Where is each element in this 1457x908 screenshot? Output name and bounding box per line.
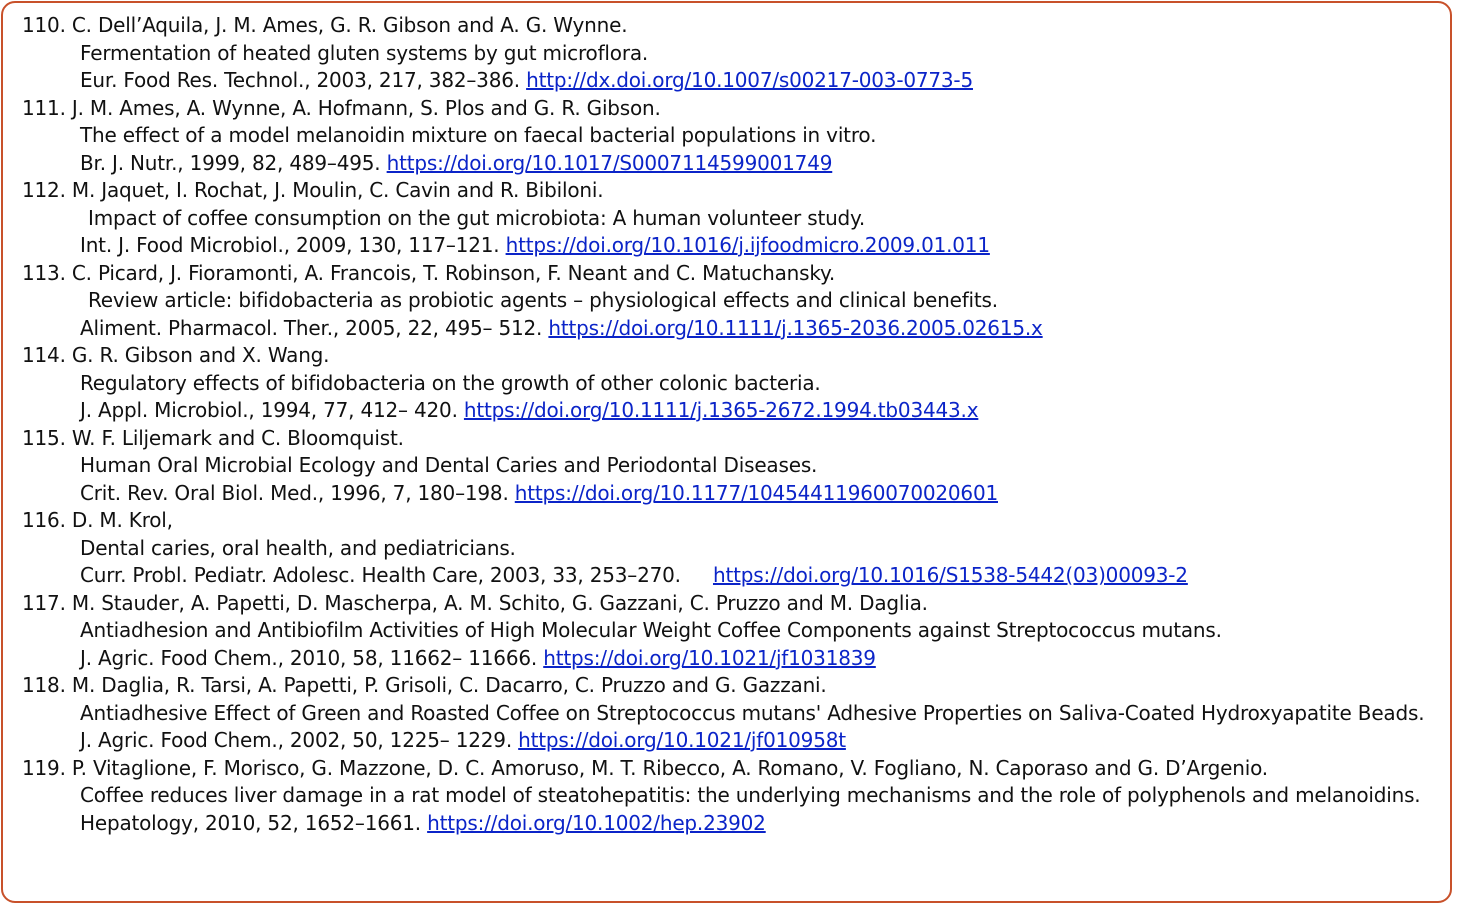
doi-link[interactable]: https://doi.org/10.1016/j.ijfoodmicro.2009.01.011 xyxy=(505,233,990,257)
reference-title: Dental caries, oral health, and pediatricians. xyxy=(80,535,516,560)
reference-source: Eur. Food Res. Technol., 2003, 217, 382–386. xyxy=(80,68,520,92)
reference-title: The effect of a model melanoidin mixture on faecal bacterial populations in vitro. xyxy=(80,123,877,147)
reference-authors: 116. D. M. Krol, xyxy=(22,508,173,532)
reference-title: Review article: bifidobacteria as probiotic agents – physiological effects and clinical benefits. xyxy=(88,288,998,312)
reference-source-line xyxy=(22,67,1442,95)
reference-title: Impact of coffee consumption on the gut microbiota: A human volunteer study. xyxy=(88,205,865,230)
reference-source: J. Agric. Food Chem., 2010, 58, 11662– 11666. xyxy=(80,645,538,670)
reference-entry-114 xyxy=(22,342,1442,425)
reference-authors: 119. P. Vitaglione, F. Morisco, G. Mazzone, D. C. Amoruso, M. T. Ribecco, A. Romano, V. Fogliano, N. Caporaso and G. D’Argenio. xyxy=(22,755,1268,780)
reference-entry-117 xyxy=(22,590,1442,673)
reference-source: Br. J. Nutr., 1999, 82, 489–495. xyxy=(80,150,381,175)
doi-link[interactable]: https://doi.org/10.1111/j.1365-2672.1994.tb03443.x xyxy=(463,398,979,422)
reference-source-line xyxy=(22,810,1442,838)
reference-source: Crit. Rev. Oral Biol. Med., 1996, 7, 180–198. xyxy=(80,480,509,505)
reference-authors: 115. W. F. Liljemark and C. Bloomquist. xyxy=(22,425,404,450)
reference-entry-115 xyxy=(22,425,1442,508)
reference-entry-119 xyxy=(22,755,1442,838)
reference-source-line xyxy=(22,397,1442,425)
reference-entry-118 xyxy=(22,672,1442,755)
reference-title: Antiadhesive Effect of Green and Roasted Coffee on Streptococcus mutans' Adhesive Properties on Saliva-Coated Hydroxyapatite Beads. xyxy=(80,700,1425,725)
reference-source: Int. J. Food Microbiol., 2009, 130, 117–121. xyxy=(80,233,500,257)
reference-authors: 110. C. Dell’Aquila, J. M. Ames, G. R. Gibson and A. G. Wynne. xyxy=(22,13,628,37)
reference-authors: 114. G. R. Gibson and X. Wang. xyxy=(22,343,330,367)
reference-authors: 112. M. Jaquet, I. Rochat, J. Moulin, C. Cavin and R. Bibiloni. xyxy=(22,178,604,202)
doi-link[interactable]: http://dx.doi.org/10.1007/s00217-003-0773-5 xyxy=(526,68,973,92)
reference-entry-116 xyxy=(22,507,1442,590)
reference-source-line xyxy=(22,315,1442,343)
doi-link[interactable]: https://doi.org/10.1177/10454411960070020601 xyxy=(514,480,998,505)
reference-source-line xyxy=(22,232,1442,260)
reference-title: Fermentation of heated gluten systems by gut microflora. xyxy=(80,40,649,65)
reference-authors: 113. C. Picard, J. Fioramonti, A. Francois, T. Robinson, F. Neant and C. Matuchansky. xyxy=(22,260,835,285)
reference-entry-112 xyxy=(22,177,1442,260)
reference-source: Aliment. Pharmacol. Ther., 2005, 22, 495– 512. xyxy=(80,315,543,340)
reference-authors: 111. J. M. Ames, A. Wynne, A. Hofmann, S. Plos and G. R. Gibson. xyxy=(22,95,661,120)
reference-source: Curr. Probl. Pediatr. Adolesc. Health Care, 2003, 33, 253–270. xyxy=(80,563,681,587)
reference-authors: 117. M. Stauder, A. Papetti, D. Mascherpa, A. M. Schito, G. Gazzani, C. Pruzzo and M. Daglia. xyxy=(22,590,928,615)
reference-source: J. Agric. Food Chem., 2002, 50, 1225– 1229. xyxy=(80,728,512,752)
doi-link[interactable]: https://doi.org/10.1016/S1538-5442(03)00093-2 xyxy=(712,563,1188,587)
doi-link[interactable]: https://doi.org/10.1002/hep.23902 xyxy=(427,810,766,835)
reference-title: Antiadhesion and Antibiofilm Activities of High Molecular Weight Coffee Components against Streptococcus mutans. xyxy=(80,618,1222,642)
reference-entry-111 xyxy=(22,95,1442,178)
reference-authors: 118. M. Daglia, R. Tarsi, A. Papetti, P. Grisoli, C. Dacarro, C. Pruzzo and G. Gazzani. xyxy=(22,673,827,697)
reference-entry-110 xyxy=(22,12,1442,95)
reference-title: Human Oral Microbial Ecology and Dental Caries and Periodontal Diseases. xyxy=(80,453,818,477)
reference-title: Regulatory effects of bifidobacteria on the growth of other colonic bacteria. xyxy=(80,370,821,395)
reference-source: J. Appl. Microbiol., 1994, 77, 412– 420. xyxy=(80,398,458,422)
reference-source-line xyxy=(22,727,1442,755)
reference-source-line xyxy=(22,562,1442,590)
reference-entry-113 xyxy=(22,260,1442,343)
reference-list xyxy=(22,12,1442,837)
reference-title: Coffee reduces liver damage in a rat model of steatohepatitis: the underlying mechanisms and the role of polyphenols and melanoidins. xyxy=(80,783,1421,807)
reference-source: Hepatology, 2010, 52, 1652–1661. xyxy=(80,810,421,835)
reference-source-line xyxy=(22,150,1442,178)
doi-link[interactable]: https://doi.org/10.1021/jf010958t xyxy=(518,728,846,752)
doi-link[interactable]: https://doi.org/10.1111/j.1365-2036.2005.02615.x xyxy=(548,315,1043,340)
reference-source-line xyxy=(22,480,1442,508)
reference-source-line xyxy=(22,645,1442,673)
doi-link[interactable]: https://doi.org/10.1017/S0007114599001749 xyxy=(386,150,833,175)
doi-link[interactable]: https://doi.org/10.1021/jf1031839 xyxy=(543,645,876,670)
